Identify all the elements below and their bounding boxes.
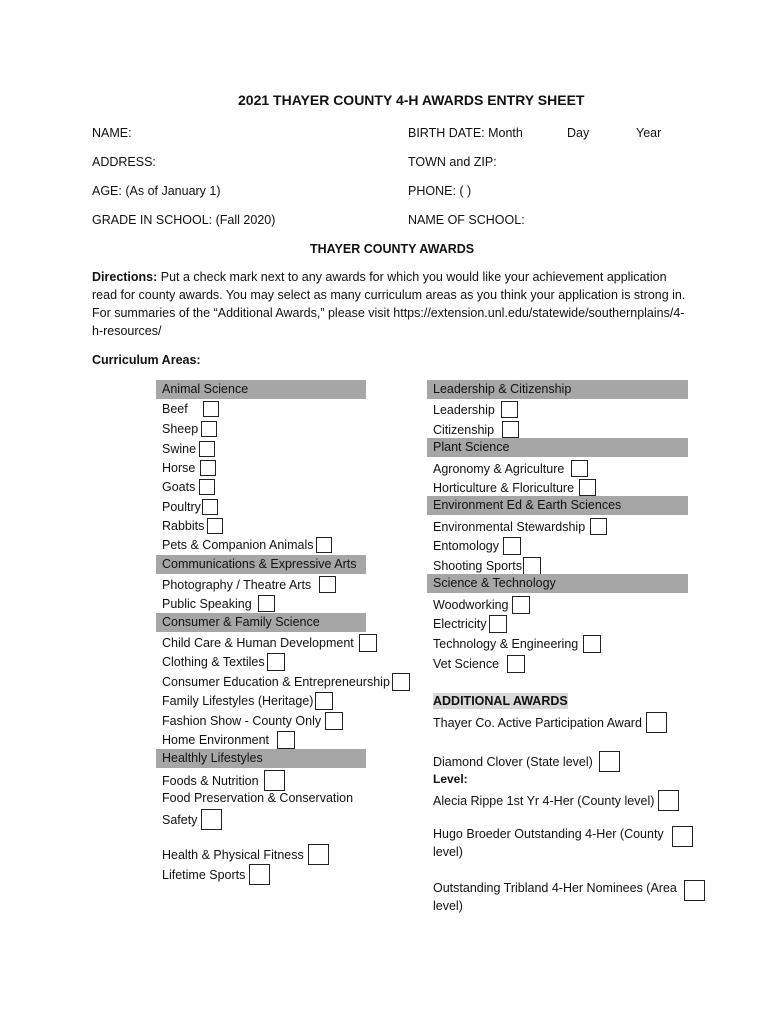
checkbox-shooting-sports[interactable]: [523, 557, 541, 575]
item-pets: [162, 537, 332, 553]
item-agronomy: [433, 460, 588, 477]
checkbox-vet-science[interactable]: [507, 655, 525, 673]
item-label: Home Environment: [162, 733, 269, 747]
item-label: Citizenship: [433, 422, 495, 437]
header-healthy-lifestyles: Healthly Lifestyles: [156, 749, 366, 768]
year-label: Year: [636, 126, 662, 140]
checkbox-health-fitness[interactable]: [308, 844, 329, 865]
checkbox-poultry[interactable]: [202, 499, 218, 515]
header-plant-science: Plant Science: [427, 438, 688, 457]
item-label: Family Lifestyles (Heritage): [162, 694, 314, 708]
item-child-care: [162, 634, 377, 652]
item-label: Beef: [162, 402, 188, 416]
item-label: Foods & Nutrition: [162, 773, 259, 788]
directions-text: Put a check mark next to any awards for which you would like your achievement application read for county awards. You may select as many curriculum areas as you think your application is strong in. For summaries of the “Additional Awards,” please visit https://extension.unl.edu/statewide/southernplains/4-h-resources/: [92, 270, 686, 338]
item-foods: [162, 770, 285, 791]
item-shooting-sports: [433, 557, 541, 575]
directions-paragraph: [92, 268, 692, 340]
checkbox-rabbits[interactable]: [207, 518, 223, 534]
checkbox-public-speaking[interactable]: [258, 595, 275, 612]
section-title: THAYER COUNTY AWARDS: [310, 242, 475, 256]
checkbox-fashion-show[interactable]: [325, 712, 343, 730]
header-animal-science: Animal Science: [156, 380, 366, 399]
item-label: Leadership: [433, 402, 495, 417]
item-citizenship: [433, 421, 519, 438]
item-fashion-show: [162, 712, 343, 730]
checkbox-diamond-clover[interactable]: [599, 751, 620, 772]
checkbox-clothing[interactable]: [267, 653, 285, 671]
item-active-participation: [433, 712, 667, 733]
item-label: Health & Physical Fitness: [162, 847, 304, 862]
header-environment: Environment Ed & Earth Sciences: [427, 496, 688, 515]
item-beef: [162, 401, 219, 417]
item-label: Public Speaking: [162, 596, 252, 611]
level-label: Level:: [433, 772, 468, 786]
item-label: Horse: [162, 461, 196, 475]
item-diamond-clover: [433, 751, 620, 772]
grade-label: GRADE IN SCHOOL: (Fall 2020): [92, 213, 276, 227]
item-label: Diamond Clover (State level): [433, 754, 593, 769]
header-communications: Communications & Expressive Arts: [156, 555, 366, 574]
item-health-fitness: [162, 844, 329, 865]
item-goats: [162, 479, 215, 495]
age-label: AGE: (As of January 1): [92, 184, 221, 198]
address-label: ADDRESS:: [92, 155, 156, 169]
item-label: Fashion Show - County Only: [162, 714, 322, 728]
item-label: Vet Science: [433, 657, 500, 671]
item-food-preservation: [162, 790, 353, 806]
item-clothing: [162, 653, 285, 671]
item-label: Horticulture & Floriculture: [433, 480, 575, 495]
item-photography: [162, 576, 336, 593]
checkbox-consumer-ed[interactable]: [392, 673, 410, 691]
item-vet-science: [433, 655, 525, 673]
checkbox-woodworking[interactable]: [512, 596, 530, 614]
directions-label: Directions:: [92, 270, 158, 284]
checkbox-sheep[interactable]: [201, 421, 217, 437]
item-label: Photography / Theatre Arts: [162, 577, 312, 592]
checkbox-home-environment[interactable]: [277, 731, 295, 749]
item-label: Goats: [162, 480, 196, 494]
item-home-environment: [162, 731, 295, 749]
checkbox-safety[interactable]: [201, 809, 222, 830]
item-label: Clothing & Textiles: [162, 655, 265, 669]
checkbox-horticulture[interactable]: [579, 479, 596, 496]
item-horticulture: [433, 479, 596, 496]
item-label: Child Care & Human Development: [162, 636, 354, 650]
item-label: Technology & Engineering: [433, 637, 579, 651]
item-label: Woodworking: [433, 598, 509, 612]
item-label: Poultry: [162, 500, 201, 514]
checkbox-leadership[interactable]: [501, 401, 518, 418]
item-label: Electricity: [433, 617, 487, 631]
checkbox-photography[interactable]: [319, 576, 336, 593]
checkbox-electricity[interactable]: [489, 615, 507, 633]
curriculum-label: Curriculum Areas:: [92, 353, 201, 367]
item-label: Sheep: [162, 422, 199, 436]
item-label: Consumer Education & Entrepreneurship: [162, 675, 390, 689]
item-horse: [162, 460, 216, 476]
item-label: Swine: [162, 442, 197, 456]
header-consumer-family: Consumer & Family Science: [156, 613, 366, 632]
item-family-lifestyles: [162, 692, 333, 710]
checkbox-hugo[interactable]: [672, 826, 693, 847]
item-label: Lifetime Sports: [162, 867, 246, 882]
item-label: Rabbits: [162, 519, 205, 533]
additional-awards-heading: ADDITIONAL AWARDS: [433, 694, 568, 708]
birth-date-label: BIRTH DATE: Month: [408, 126, 523, 140]
item-woodworking: [433, 596, 530, 614]
checkbox-tribland[interactable]: [684, 880, 705, 901]
page-title: 2021 THAYER COUNTY 4-H AWARDS ENTRY SHEET: [238, 92, 585, 108]
checkbox-horse[interactable]: [200, 460, 216, 476]
checkbox-lifetime-sports[interactable]: [249, 864, 270, 885]
day-label: Day: [567, 126, 590, 140]
name-label: NAME:: [92, 126, 132, 140]
item-electricity: [433, 615, 507, 633]
checkbox-goats[interactable]: [199, 479, 215, 495]
item-entomology: [433, 537, 521, 555]
checkbox-beef[interactable]: [203, 401, 219, 417]
checkbox-foods[interactable]: [264, 770, 285, 791]
checkbox-agronomy[interactable]: [571, 460, 588, 477]
town-zip-label: TOWN and ZIP:: [408, 155, 497, 169]
school-label: NAME OF SCHOOL:: [408, 213, 525, 227]
item-swine: [162, 441, 215, 457]
checkbox-citizenship[interactable]: [502, 421, 519, 438]
checkbox-tech-engineering[interactable]: [583, 635, 601, 653]
item-sheep: [162, 421, 217, 437]
checkbox-entomology[interactable]: [503, 537, 521, 555]
item-label: Alecia Rippe 1st Yr 4-Her (County level): [433, 793, 655, 808]
item-alecia: [433, 790, 679, 811]
checkbox-family-lifestyles[interactable]: [315, 692, 333, 710]
item-tribland-label: Outstanding Tribland 4-Her Nominees (Area level): [433, 881, 677, 913]
checkbox-child-care[interactable]: [359, 634, 377, 652]
item-label: Safety: [162, 812, 198, 827]
item-public-speaking: [162, 595, 275, 612]
checkbox-active-participation[interactable]: [646, 712, 667, 733]
item-label: Thayer Co. Active Participation Award: [433, 715, 642, 730]
item-hugo-label: Hugo Broeder Outstanding 4-Her (County level): [433, 827, 664, 859]
item-label: Agronomy & Agriculture: [433, 461, 565, 476]
item-label: Entomology: [433, 539, 500, 553]
item-label: Pets & Companion Animals: [162, 538, 314, 552]
phone-label: PHONE: ( ): [408, 184, 472, 198]
item-env-stewardship: [433, 518, 607, 535]
checkbox-pets[interactable]: [316, 537, 332, 553]
header-science-tech: Science & Technology: [427, 574, 688, 593]
checkbox-env-stewardship[interactable]: [590, 518, 607, 535]
item-tech-engineering: [433, 635, 601, 653]
item-label: Environmental Stewardship: [433, 519, 586, 534]
checkbox-swine[interactable]: [199, 441, 215, 457]
header-leadership-citizenship: Leadership & Citizenship: [427, 380, 688, 399]
item-label: Food Preservation & Conservation: [162, 791, 354, 805]
item-safety: [162, 809, 222, 830]
item-consumer-ed: [162, 673, 410, 691]
item-poultry: [162, 499, 218, 515]
item-label: Shooting Sports: [433, 559, 522, 573]
item-leadership: [433, 401, 518, 418]
item-lifetime-sports: [162, 864, 270, 885]
item-rabbits: [162, 518, 223, 534]
checkbox-alecia[interactable]: [658, 790, 679, 811]
